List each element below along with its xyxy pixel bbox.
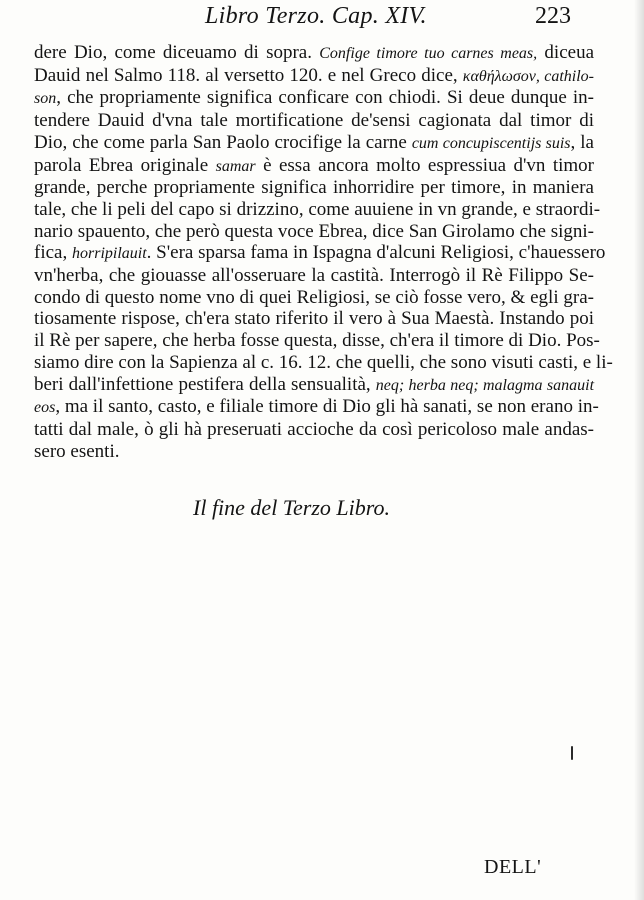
book-end-title: Il fine del Terzo Libro.: [193, 495, 391, 520]
text-segment: Dio, che come parla San Paolo crocifige la carne: [34, 131, 412, 153]
text-segment: tendere Dauid d'vna tale mortificatione de'sensi cagionata dal timor di: [34, 110, 594, 132]
text-segment: parola Ebrea originale: [34, 154, 216, 176]
text-line: [34, 110, 594, 132]
text-line: [34, 65, 594, 88]
body-text: [34, 42, 613, 462]
text-segment: tiosamente rispose, ch'era stato riferito il vero à Sua Maestà. Instando poi: [34, 308, 594, 330]
text-segment: nario spauento, che però questa voce Ebrea, dice San Girolamo che signi-: [34, 220, 594, 242]
text-segment: , che propriamente significa conficare con chiodi. Si deue dunque in-: [56, 87, 594, 109]
text-segment: condo di questo nome vno di quei Religiosi, se ciò fosse vero, & egli gra-: [34, 286, 594, 308]
text-line: [34, 242, 606, 265]
italic-quotation: neq; herba neq; malagma sanauit: [375, 376, 595, 394]
italic-quotation: Confige timore tuo carnes meas,: [319, 45, 538, 62]
text-segment: vn'herba, che giouasse all'osseruare la castità. Interrogò il Rè Filippo Se-: [34, 265, 594, 287]
text-line: [34, 351, 613, 374]
text-line: [34, 419, 594, 441]
italic-quotation: samar: [215, 157, 256, 175]
page-header: [0, 0, 644, 40]
text-segment: tale, che li peli del capo si drizzino, come auuiene in vn grande, e straordi-: [34, 198, 601, 220]
text-line: [34, 330, 600, 352]
text-segment: Dauid nel Salmo 118. al versetto 120. e nel Greco dice,: [34, 64, 463, 86]
text-segment: grande, perche propriamente significa inhorridire per timore, in maniera: [34, 177, 594, 199]
text-segment: beri dall'infettione pestifera della sensualità,: [34, 373, 376, 395]
text-line: [34, 374, 594, 397]
text-segment: , la: [570, 131, 594, 153]
text-line: [34, 42, 594, 65]
italic-quotation: καθήλωσον, cathilo-: [462, 67, 595, 85]
italic-quotation: horripilauit: [71, 245, 147, 263]
italic-quotation: cum concupiscentijs suis: [411, 134, 571, 152]
text-line: [34, 396, 599, 419]
text-segment: , ma il santo, casto, e filiale timore di Dio gli hà sanati, se non erano in-: [55, 396, 599, 418]
page-number: 223: [535, 3, 571, 29]
text-line: [34, 287, 594, 309]
text-line: [34, 198, 601, 221]
text-segment: il Rè per sapere, che herba fosse questa, disse, ch'era il timore di Dio. Pos-: [34, 330, 600, 352]
text-line: [34, 87, 594, 110]
ink-speck: [571, 746, 573, 760]
text-segment: siamo dire con la Sapienza al c. 16. 12. che quelli, che sono visuti casti, e li-: [34, 351, 613, 373]
page-edge-shadow: [634, 0, 644, 900]
text-segment: dere Dio, come diceuamo di sopra.: [34, 42, 320, 63]
text-segment: sero esenti.: [34, 440, 120, 462]
text-line: [34, 132, 594, 155]
text-line: [34, 441, 594, 463]
catchword: DELL': [484, 856, 542, 878]
text-line: [34, 265, 594, 287]
text-segment: tatti dal male, ò gli hà preseruati accioche da così pericoloso male andas-: [34, 418, 594, 440]
italic-quotation: son: [34, 90, 57, 108]
text-line: [34, 221, 594, 243]
text-line: [34, 155, 594, 178]
text-segment: diceua: [537, 42, 595, 63]
text-segment: è essa ancora molto espressiua d'vn timor: [255, 154, 594, 176]
text-segment: . S'era sparsa fama in Ispagna d'alcuni Religiosi, c'hauessero: [146, 242, 606, 264]
italic-quotation: eos: [34, 399, 56, 417]
text-line: [34, 308, 594, 330]
text-line: [34, 177, 594, 199]
text-segment: fica,: [34, 242, 72, 264]
running-title: Libro Terzo. Cap. XIV.: [205, 3, 427, 29]
